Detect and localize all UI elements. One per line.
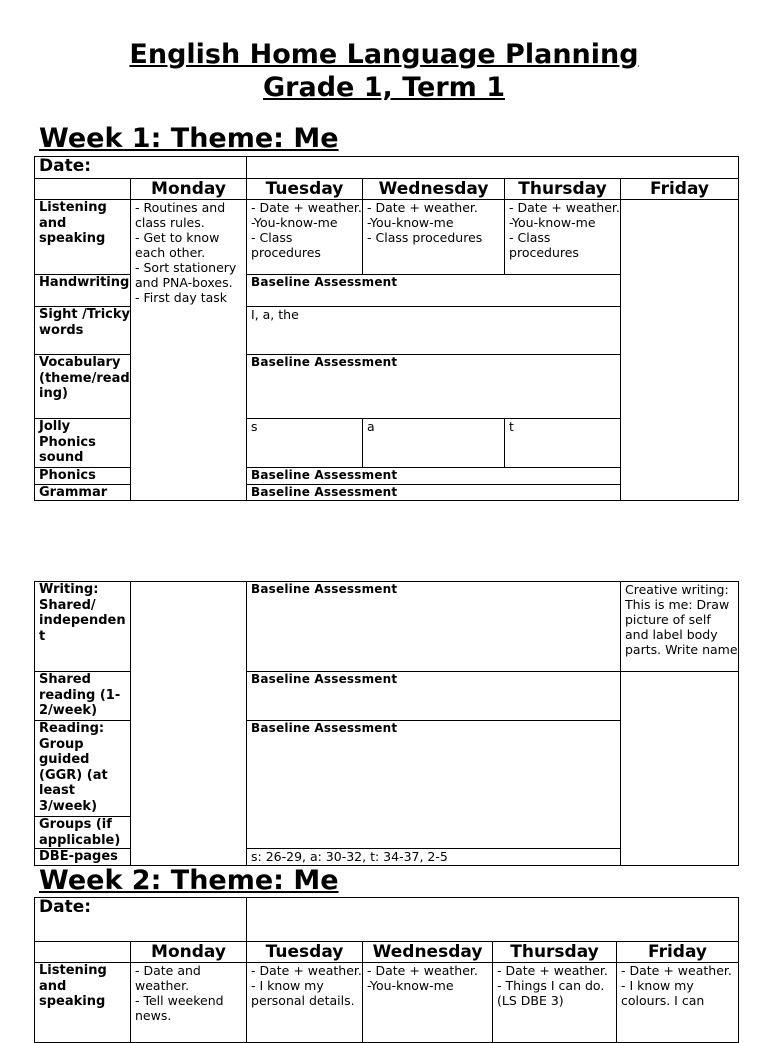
page-title: English Home Language Planning [129, 39, 639, 70]
note-line: - Date and weather. [135, 963, 201, 993]
row-label-vocabulary: Vocabulary (theme/reading) [35, 355, 131, 419]
note-line: -You-know-me [367, 978, 454, 993]
jolly-tuesday: s [247, 419, 363, 468]
day-friday: Friday [621, 179, 739, 200]
day-friday: Friday [617, 942, 739, 963]
note-line: (LS DBE 3) [497, 993, 564, 1008]
jolly-thursday: t [505, 419, 621, 468]
corner-cell [35, 942, 131, 963]
date-label: Date: [35, 157, 247, 179]
day-wednesday: Wednesday [363, 942, 493, 963]
note-line: -You-know-me [251, 215, 338, 230]
note-line: - Date + weather. [497, 963, 608, 978]
monday-notes [131, 200, 247, 501]
week1-heading: Week 1: Theme: Me [39, 123, 339, 154]
row-label-writing: Writing: Shared/ independent [35, 582, 131, 672]
note-line: - Class procedures [367, 230, 483, 245]
page-subtitle: Grade 1, Term 1 [263, 72, 505, 103]
jolly-wednesday: a [363, 419, 505, 468]
week1-continued-table [34, 581, 739, 866]
monday-note: - Get to know each other. [135, 230, 220, 260]
day-tuesday: Tuesday [247, 942, 363, 963]
row-label-listening: Listening and speaking [35, 963, 131, 1043]
week2-plan-table [34, 897, 739, 1043]
row-label-groups: Groups (if applicable) [35, 817, 131, 849]
date-field[interactable] [247, 898, 739, 942]
week1-plan-table [34, 156, 739, 501]
vocabulary-baseline: Baseline Assessment [247, 355, 621, 419]
note-line: -You-know-me [509, 215, 596, 230]
thursday-listening [493, 963, 617, 1043]
friday-writing: Creative writing: This is me: Draw picture of self and label body parts. Write name [621, 582, 739, 672]
note-line: - Things I can do. [497, 978, 605, 993]
row-label-phonics: Phonics [35, 468, 131, 485]
day-monday: Monday [131, 942, 247, 963]
note-line: - Class procedures [251, 230, 321, 260]
sight-words: I, a, the [247, 307, 621, 355]
group-reading-baseline: Baseline Assessment [247, 721, 621, 849]
row-label-dbe: DBE-pages [35, 849, 131, 866]
corner-cell [35, 179, 131, 200]
note-line: - I know my personal details. [251, 978, 355, 1008]
handwriting-baseline: Baseline Assessment [247, 275, 621, 307]
day-thursday: Thursday [505, 179, 621, 200]
day-tuesday: Tuesday [247, 179, 363, 200]
dbe-pages: s: 26-29, a: 30-32, t: 34-37, 2-5 [247, 849, 621, 866]
row-label-shared-reading: Shared reading (1-2/week) [35, 672, 131, 721]
day-wednesday: Wednesday [363, 179, 505, 200]
day-thursday: Thursday [493, 942, 617, 963]
monday-column-2 [131, 582, 247, 866]
note-line: - Date + weather. [367, 200, 478, 215]
row-label-handwriting: Handwriting [35, 275, 131, 307]
note-line: - Date + weather. [509, 200, 620, 215]
row-label-listening: Listening and speaking [35, 200, 131, 275]
day-monday: Monday [131, 179, 247, 200]
monday-listening [131, 963, 247, 1043]
monday-note: - First day task [135, 290, 228, 305]
row-label-group-reading: Reading: Group guided (GGR) (at least 3/week) [35, 721, 131, 817]
wednesday-listening [363, 200, 505, 275]
note-line: - I know my colours. I can [621, 978, 705, 1008]
date-field[interactable] [247, 157, 739, 179]
monday-note: - Sort stationery and PNA-boxes. [135, 260, 237, 290]
wednesday-listening [363, 963, 493, 1043]
week2-heading: Week 2: Theme: Me [39, 865, 339, 896]
friday-column-2 [621, 672, 739, 866]
thursday-listening [505, 200, 621, 275]
note-line: - Date + weather. [621, 963, 732, 978]
row-label-grammar: Grammar [35, 484, 131, 501]
friday-column [621, 200, 739, 501]
monday-note: - Routines and class rules. [135, 200, 226, 230]
writing-baseline: Baseline Assessment [247, 582, 621, 672]
grammar-baseline: Baseline Assessment [247, 484, 621, 501]
tuesday-listening [247, 963, 363, 1043]
phonics-baseline: Baseline Assessment [247, 468, 621, 485]
friday-listening [617, 963, 739, 1043]
note-line: - Date + weather. [251, 200, 362, 215]
shared-reading-baseline: Baseline Assessment [247, 672, 621, 721]
date-label: Date: [35, 898, 247, 942]
note-line: - Date + weather. [367, 963, 478, 978]
note-line: -You-know-me [367, 215, 454, 230]
note-line: - Class procedures [509, 230, 579, 260]
note-line: - Date + weather. [251, 963, 362, 978]
row-label-jolly: Jolly Phonics sound [35, 419, 131, 468]
tuesday-listening [247, 200, 363, 275]
note-line: - Tell weekend news. [135, 993, 224, 1023]
row-label-sight: Sight /Tricky words [35, 307, 131, 355]
